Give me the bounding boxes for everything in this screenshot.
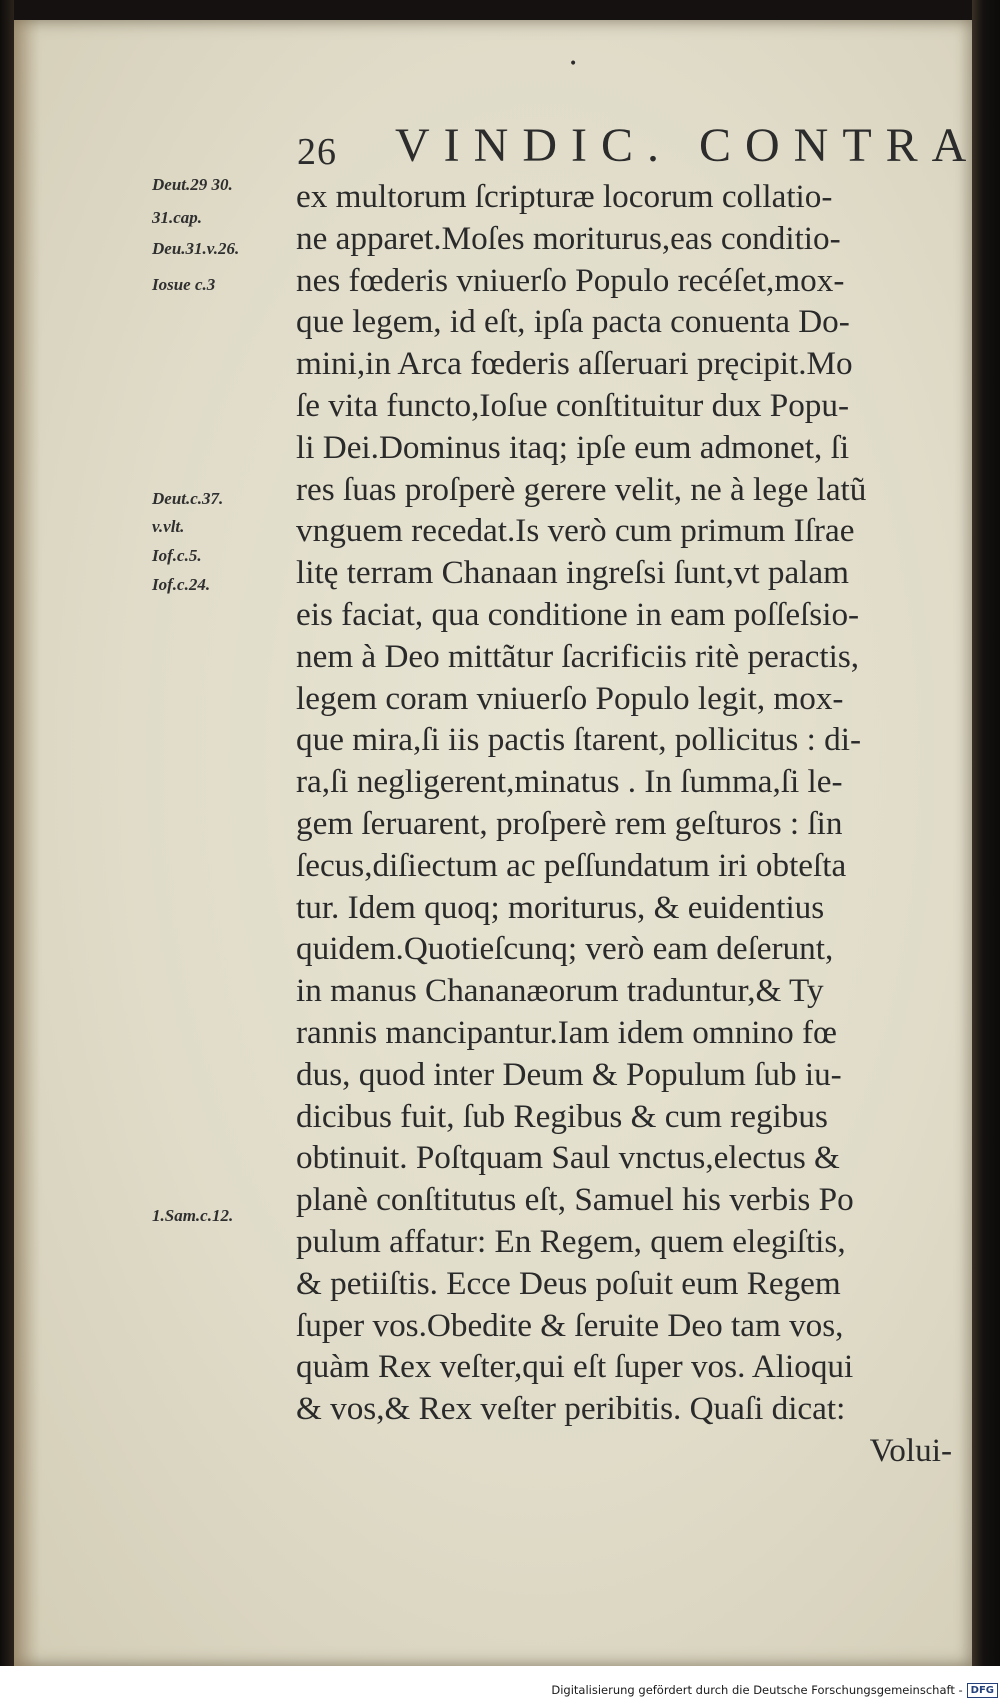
running-head [297, 118, 981, 180]
text-line: ſecus,diſiectum ac peſſundatum iri obteſta [296, 846, 847, 884]
print-mark: • [569, 56, 578, 72]
text-line: legem coram vniuerſo Populo legit, mox- [296, 679, 844, 717]
text-line: dus, quod inter Deum & Populum ſub iu- [296, 1055, 842, 1093]
digitization-credit [0, 1683, 998, 1703]
text-line: in manus Chananæorum traduntur,& Ty [296, 972, 824, 1010]
credit-text: Digitalisierung gefördert durch die Deutsche Forschungsgemeinschaft - [551, 1683, 963, 1697]
marginal-note: Deut.29 30. [152, 175, 233, 194]
text-line: litę terram Chanaan ingreſsi ſunt,vt palam [296, 554, 849, 592]
marginal-note: 1.Sam.c.12. [152, 1206, 234, 1225]
text-line: tur. Idem quoq; moriturus, & euidentius [296, 888, 825, 926]
text-line: li Dei.Dominus itaq; ipſe eum admonet, ſi [296, 428, 850, 466]
marginal-note: Iof.c.24. [152, 575, 211, 594]
text-line: ſe vita functo,Ioſue conſtituitur dux Popu- [296, 386, 850, 424]
marginal-note: 31.cap. [152, 208, 203, 227]
dfg-logo: DFG [967, 1683, 998, 1698]
text-line: ſuper vos.Obedite & ſeruite Deo tam vos, [296, 1306, 844, 1344]
text-line: & vos,& Rex veſter peribitis. Quaſi dicat: [296, 1390, 846, 1428]
text-line: ex multorum ſcripturæ locorum collatio- [296, 178, 833, 215]
text-line: nem à Deo mittãtur ſacrificiis ritè peractis, [296, 637, 860, 675]
running-title: VINDIC. CONTRA [395, 119, 981, 172]
text-line: dicibus fuit, ſub Regibus & cum regibus [296, 1097, 828, 1135]
text-line: pulum affatur: En Regem, quem elegiſtis, [296, 1222, 846, 1260]
marginal-note: Iosue c.3 [152, 275, 216, 294]
marginal-note: v.vlt. [152, 517, 185, 536]
text-line: ne apparet.Moſes moriturus,eas conditio- [296, 219, 841, 257]
page-edge-stain [14, 20, 40, 1666]
text-line: res ſuas proſperè gerere velit, ne à lege latũ [296, 470, 867, 508]
text-line: gem ſeruarent, proſperè rem geſturos : ſin [296, 804, 843, 842]
catchword: Volui- [869, 1431, 952, 1469]
text-line: vnguem recedat.Is verò cum primum Iſrae [296, 512, 855, 550]
text-line: que mira,ſi iis pactis ſtarent, pollicitus : di- [296, 721, 861, 759]
text-line: planè conſtitutus eſt, Samuel his verbis Po [296, 1181, 854, 1219]
text-line: eis faciat, qua conditione in eam poſſeſsio- [296, 595, 860, 633]
text-line: rannis mancipantur.Iam idem omnino fœ [296, 1013, 838, 1051]
text-line: nes fœderis vniuerſo Populo recéſet,mox- [296, 261, 845, 299]
scan-frame-left [0, 0, 14, 1707]
text-line: quàm Rex veſter,qui eſt ſuper vos. Alioqui [296, 1348, 854, 1386]
text-line: mini,in Arca fœderis aſſeruari pręcipit.Mo [296, 345, 853, 383]
text-line: ra,ſi negligerent,minatus . In ſumma,ſi le- [296, 763, 843, 801]
text-line: quidem.Quotieſcunq; verò eam deſerunt, [296, 930, 834, 968]
marginal-notes [152, 20, 292, 1666]
marginal-note: Deu.31.v.26. [152, 239, 240, 258]
text-line: obtinuit. Poſtquam Saul vnctus,electus & [296, 1139, 840, 1177]
body-text [296, 176, 952, 1472]
marginal-note: Iof.c.5. [152, 546, 202, 565]
text-line: & petiiſtis. Ecce Deus poſuit eum Regem [296, 1264, 841, 1302]
scan-frame-right [972, 0, 1000, 1707]
text-line: que legem, id eſt, ipſa pacta conuenta Do- [296, 303, 850, 341]
book-page [14, 20, 981, 1669]
marginal-note: Deut.c.37. [152, 489, 224, 508]
scan-frame-top [0, 0, 1000, 22]
page-number: 26 [297, 131, 337, 173]
